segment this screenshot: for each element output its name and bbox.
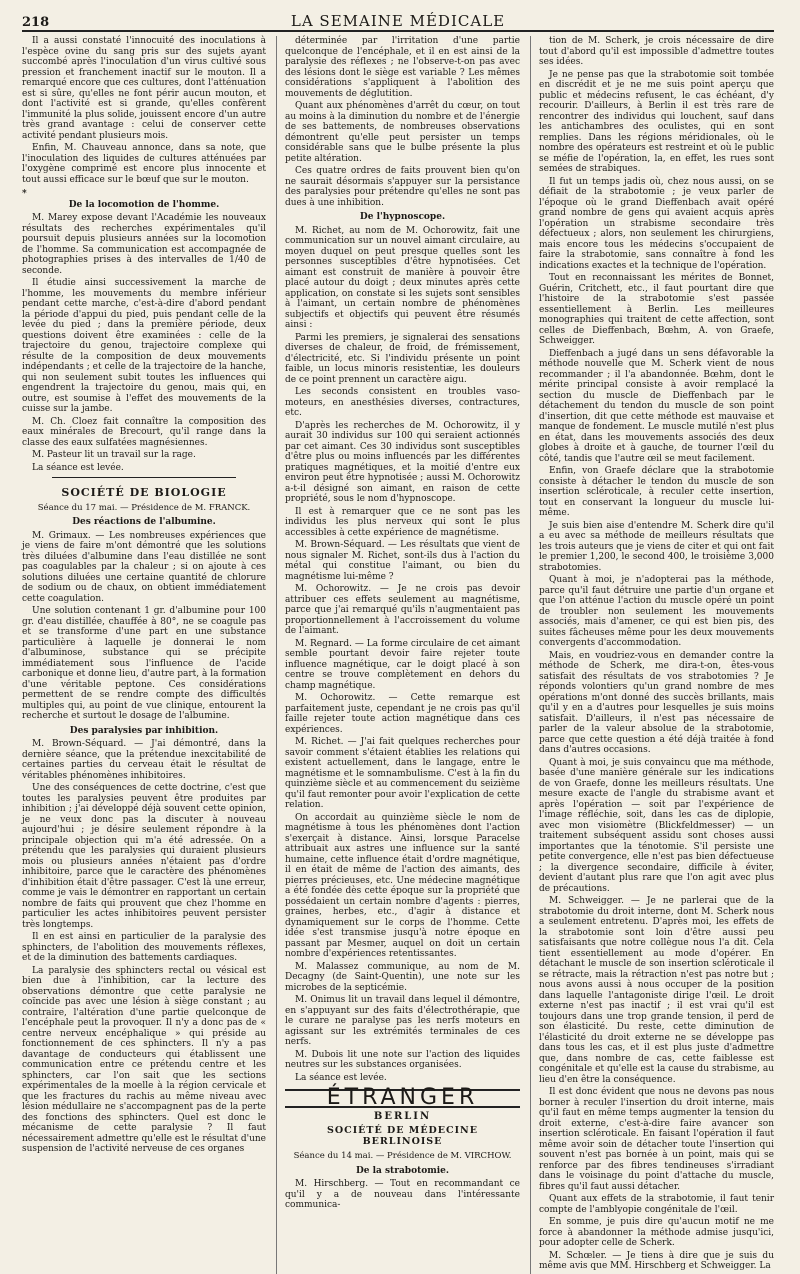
paragraph: En somme, je puis dire qu'aucun motif ne me force à abandonner la méthode admise jusqu'ici, pour adopter celle de Scherk. [539, 1217, 774, 1248]
paragraph: M. Brown-Séquard. — Les résultats que vient de nous signaler M. Richet, sont-ils dus à l'action du métal qui constitue l'aimant, ou bien du magnétisme lui-même ? [285, 540, 520, 582]
paragraph: Il est donc évident que nous ne devons pas nous borner à reculer l'insertion du droit interne, mais qu'il faut en même temps augmenter la tension du droit externe, c'est-à-dire faire avancer son insertion scléroticale. En faisant l'opération il faut même avoir soin de détacher toute l'insertion qui souvent n'est pas bornée à un point, mais qui se renforce par des fibres tendineuses s'irradiant dans le voisinage du point d'attache du muscle, fibres qu'il faut aussi détacher. [539, 1087, 774, 1192]
section-heading: De la strabotomie. [355, 1165, 450, 1176]
page-number: 218 [22, 15, 50, 30]
paragraph: M. Schœler. — Je tiens à dire que je suis du même avis que MM. Hirschberg et Schweigger. La [539, 1250, 774, 1271]
paragraph: Il en est ainsi en particulier de la paralysie des sphincters, de l'abolition des mouvements réflexes, et de la diminution des battements cardiaques. [22, 932, 266, 963]
paragraph: M. Onimus lit un travail dans lequel il démontre, en s'appuyant sur des faits d'électrothérapie, que le curare ne paralyse pas les nerfs moteurs en agissant sur les extrémités terminales de ces nerfs. [285, 995, 520, 1047]
paragraph: tion de M. Scherk, je crois nécessaire de dire tout d'abord qu'il est impossible d'admettre toutes ses idées. [539, 36, 774, 67]
paragraph: Une solution contenant 1 gr. d'albumine pour 100 gr. d'eau distillée, chauffée à 80°, ne se coagule pas et se transforme d'une part en une substance particulière à laquelle je donnerai le nom d'albuminose, substance qui se précipite immédiatement sous l'influence de l'acide carbonique et donne lieu, d'autre part, à la formation d'une véritable peptone. Ces considérations permettent de se rendre compte des difficultés multiples qui, au point de vue clinique, entourent la recherche et surtout le dosage de l'albumine. [22, 606, 266, 721]
paragraph: Dieffenbach a jugé dans un sens défavorable la méthode nouvelle que M. Scherk vient de nous recommander ; il l'a abandonnée. Bœhm, dont le mérite principal consiste à avoir remplacé la section du muscle de Dieffenbach par le détachement du tendon du muscle de son point d'insertion, dit que cette méthode est mauvaise et manque de fondement. Le muscle mutilé n'est plus en état, dans les mouvements associés des deux globes à droite et à gauche, de tourner l'œil du côté, tandis que l'autre œil se meut facilement. [539, 348, 774, 464]
paragraph: Enfin, von Graefe déclare que la strabotomie consiste à détacher le tendon du muscle de son insertion scléroticale, à reculer cette insertion, tout en conservant la longueur du muscle lui-même. [539, 466, 774, 518]
paragraph: M. Brown-Séquard. — J'ai démontré, dans la dernière séance, que la prétendue inexcitabilité de certaines parties du cerveau était le résultat de véritables phénomènes inhibitoires. [22, 739, 266, 781]
foreign-section-title: ÉTRANGER [285, 1089, 520, 1108]
paragraph: M. Pasteur lit un travail sur la rage. [32, 450, 196, 460]
paragraph: M. Richet, au nom de M. Ochorowitz, fait une communication sur un nouvel aimant circulaire, au moyen duquel on peut presque quelles sont les personnes susceptibles d'être hypnotisées. Cet aimant est construit de manière à pouvoir être placé autour du doigt ; deux minutes après cette application, on constate si les sujets sont sensibles à l'aimant, un certain nombre de phénomènes subjectifs et objectifs qui peuvent être résumés ainsi : [285, 225, 520, 330]
city-heading: BERLIN [373, 1110, 432, 1122]
paragraph: M. Malassez communique, au nom de M. Decagny (de Saint-Quentin), une note sur les microbes de la septicémie. [285, 961, 520, 993]
journal-title: LA SEMAINE MÉDICALE [290, 12, 506, 30]
paragraph: On accordait au quinzième siècle le nom de magnétisme à tous les phénomènes dont l'action s'exerçait à distance. Ainsi, lorsque Paracelse attribuait aux astres une influence sur la santé humaine, cette influence était d'ordre magnétique, il en était de même de l'action des aimants, des pierres précieuses, etc. Une médecine magnétique a été fondée dès cette époque sur la propriété que possédaient un certain nombre d'agents : pierres, graines, herbes, etc., d'agir à distance et dynamiquement sur le corps de l'homme. Cette idée s'est transmise jusqu'à notre époque en passant par Mesmer, auquel on doit un certain nombre d'expériences retentissantes. [285, 812, 520, 959]
paragraph: M. Regnard. — La forme circulaire de cet aimant semble pourtant devoir faire rejeter toute influence magnétique, car le doigt placé à son centre se trouve complètement en dehors du champ magnétique. [285, 638, 520, 691]
paragraph: Les seconds consistent en troubles vaso-moteurs, en anesthésies diverses, contractures, etc. [285, 387, 520, 418]
text-columns [22, 36, 774, 1271]
paragraph: M. Hirschberg. — Tout en recommandant ce qu'il y a de nouveau dans l'intéressante communica- [285, 1179, 520, 1210]
paragraph: Mais, en voudriez-vous en demander contre la méthode de Scherk, me dira-t-on, êtes-vous satisfait des résultats de vos strabotomies ? Je réponds volontiers qu'un grand nombre de mes opérations m'ont donné des succès brillants, mais qu'il y en a d'autres pour lesquelles je suis moins satisfait. D'ailleurs, il n'est pas nécessaire de parler de la valeur absolue de la strabotomie, parce que cette question a été déjà traitée à fond dans d'autres occasions. [539, 650, 774, 755]
paragraph: Une des conséquences de cette doctrine, c'est que toutes les paralysies peuvent être produites par inhibition ; j'ai développé déjà souvent cette opinion, je ne veux donc pas la discuter à nouveau aujourd'hui ; je désire seulement répondre à la principale objection qui m'a été adressée. On a prétendu que les paralysies qui duraient plusieurs mois ou plusieurs années n'étaient pas d'ordre inhibitoire, parce que le caractère des phénomènes d'inhibition était d'être passager. C'est là une erreur, comme je vais le démontrer en rapportant un certain nombre de faits qui prouvent que chez l'homme en particulier les actes inhibitoires peuvent persister très longtemps. [22, 783, 266, 930]
page-header [22, 8, 774, 32]
society-title: SOCIÉTÉ DE BIOLOGIE [61, 486, 227, 499]
paragraph: La séance est levée. [295, 1072, 387, 1083]
section-heading: Des paralysies par inhibition. [69, 725, 219, 736]
paragraph: Il étudie ainsi successivement la marche de l'homme, les mouvements du membre inférieur pendant cette marche, c'est-à-dire d'abord pendant la période d'appui du pied, puis pendant celle de la levée du pied ; dans la première période, deux questions doivent être examinées : celle de la trajectoire du genou, trajectoire complexe qui résulte de la composition de deux mouvements indépendants ; et celle de la trajectoire de la hanche, qui non seulement subit toutes les influences qui engendrent la trajectoire du genou, mais qui, en outre, est soumise à l'effet des mouvements de la cuisse sur la jambe. [22, 278, 266, 414]
paragraph: Il a aussi constaté l'innocuité des inoculations à l'espèce ovine du sang pris sur des sujets ayant succombé après l'inoculation d'un virus cultivé sous pression et franchement inactif sur le mouton. Il a remarqué encore que ces cultures, dont l'atténuation est si sûre, qu'elles ne font périr aucun mouton, et dont l'activité est si grande, qu'elles confèrent l'immunité la plus solide, jouissent encore d'un autre très grand avantage : celui de conserver cette activité pendant plusieurs mois. [22, 36, 266, 141]
paragraph: Je ne pense pas que la strabotomie soit tombée en discrédit et je ne me suis point aperçu que public et médecins refusent, le cas échéant, d'y recourir. D'ailleurs, à Berlin il est très rare de rencontrer des individus qui louchent, sauf dans les antichambres des oculistes, qui en sont remplies. Dans les régions méridionales, où le nombre des opérateurs est restreint et où le public se méfie de l'opération, la, en effet, les rues sont semées de strabiques. [539, 69, 774, 174]
paragraph: déterminée par l'irritation d'une partie quelconque de l'encéphale, et il en est ainsi de la paralysie des réflexes ; ne l'observe-t-on pas avec des lésions dont le siège est variable ? Les mêmes considérations s'appliquent à l'abolition des mouvements de déglutition. [285, 36, 520, 99]
paragraph: M. Schweigger. — Je ne parlerai que de la strabotomie du droit interne, dont M. Scherk nous a seulement entretenu. D'après moi, les effets de la strabotomie sont loin d'être aussi peu satisfaisants que notre collègue nous l'a dit. Cela tient essentiellement au mode d'opérer. En détachant le muscle de son insertion scléroticale il se rétracte, mais la rétraction n'est pas notre but ; nous avons aussi à nous occuper de la position dans laquelle l'antagoniste dirige l'œil. Le droit externe n'est pas inactif ; il est vrai qu'il est toujours dans une trop grande tension, il perd de son élasticité. Du reste, cette diminution de l'élasticité du droit externe ne se développe pas dans tous les cas, et il est plus juste d'admettre que, dans nombre de cas, cette faiblesse est congénitale et qu'elle est la cause du strabisme, au lieu d'en être la conséquence. [539, 896, 774, 1085]
paragraph: La séance est levée. [32, 462, 124, 473]
session-date: Séance du 14 mai. — Présidence de M. VIRCHOW. [293, 1151, 512, 1161]
paragraph: Quant aux phénomènes d'arrêt du cœur, on tout au moins à la diminution du nombre et de l'énergie de ses battements, de nombreuses observations démontrent qu'elle peut persister un temps considérable sans que le bulbe présente la plus petite altération. [285, 101, 520, 164]
paragraph: M. Marey expose devant l'Académie les nouveaux résultats des recherches expérimentales qu'il poursuit depuis plusieurs années sur la locomotion de l'homme. Sa communication est accompagnée de photographies prises à des intervalles de 1/40 de seconde. [22, 213, 266, 276]
paragraph: Parmi les premiers, je signalerai des sensations diverses de chaleur, de froid, de frémissement, d'électricité, etc. Si l'individu présente un point faible, un locus minoris resistentiæ, les douleurs de ce point prennent un caractère aigu. [285, 332, 520, 385]
paragraph: M. Ochorowitz. — Cette remarque est parfaitement juste, cependant je ne crois pas qu'il faille rejeter toute action magnétique dans ces expériences. [285, 693, 520, 735]
paragraph: Ces quatre ordres de faits prouvent bien qu'on ne saurait désormais s'appuyer sur la persistance des paralysies pour prétendre qu'elles ne sont pas dues à une inhibition. [285, 166, 520, 208]
paragraph: M. Grimaux. — Les nombreuses expériences que je viens de faire m'ont démontré que les solutions très diluées d'albumine dans l'eau distillée ne sont pas coagulables par la chaleur ; si on ajoute à ces solutions diluées une certaine quantité de chlorure de sodium ou de chaux, on obtient immédiatement cette coagulation. [22, 530, 266, 604]
section-heading: Des réactions de l'albumine. [72, 517, 216, 527]
society-title: SOCIÉTÉ DE MÉDECINE BERLINOISE [327, 1125, 478, 1147]
paragraph: D'après les recherches de M. Ochorowitz, il y aurait 30 individus sur 100 qui seraient actionnés par cet aimant. Ces 30 individus sont susceptibles d'être plus ou moins influencés par les différentes pratiques magnétiques, et la moitié d'entre eux environ peut être hypnotisée ; aussi M. Ochorowitz a-t-il désigné son aimant, en raison de cette propriété, sous le nom d'hypnoscope. [285, 420, 520, 504]
column-right [530, 36, 774, 1274]
paragraph: Quant aux effets de la strabotomie, il faut tenir compte de l'amblyopie congénitale de l'œil. [539, 1194, 774, 1215]
divider [52, 477, 236, 478]
paragraph: Quant à moi, je n'adopterai pas la méthode, parce qu'il faut détruire une partie d'un organe et que l'on atténue l'action du muscle opéré un point de troubler non seulement les mouvements associés, mais d'amener, ce qui est bien pis, des suites fâcheuses même pour les deux mouvements convergents d'accommodation. [539, 575, 774, 648]
paragraph: Il fut un temps jadis où, chez nous aussi, on se défiait de la strabotomie ; je veux parler de l'époque où le grand Dieffenbach avait opéré grand nombre de gens qui avaient acquis après l'opération un strabisme secondaire très défectueux ; alors, non seulement les chirurgiens, mais encore tous les médecins s'occupaient de faire la strabotomie, sans connaître à fond les indications exactes et la technique de l'opération. [539, 176, 774, 271]
paragraph: Quant à moi, je suis convaincu que ma méthode, basée d'une manière générale sur les indications de von Graefe, donne les meilleurs résultats. Une mesure exacte de l'angle du strabisme avant et après l'opération — soit par l'expérience de l'image réfléchie, soit, dans les cas de diplopie, avec mon visiomètre (Blickfeldmesser) — un traitement subséquent assidu sont choses aussi importantes que la ténotomie. S'il persiste une petite convergence, elle n'est pas bien défectueuse ; la divergence secondaire, difficile à éviter, devient d'autant plus rare que l'on agit avec plus de précautions. [539, 757, 774, 894]
paragraph: Tout en reconnaissant les mérites de Bonnet, Guérin, Critchett, etc., il faut pourtant dire que l'histoire de la strabotomie s'est passée essentiellement à Berlin. Les meilleures monographies qui traitent de cette affection, sont celles de Dieffenbach, Bœhm, A. von Graefe, Schweigger. [539, 273, 774, 346]
session-date: Séance du 17 mai. — Présidence de M. FRANCK. [37, 502, 251, 513]
section-heading: * De la locomotion de l'homme. [22, 189, 266, 210]
paragraph: Je suis bien aise d'entendre M. Scherk dire qu'il a eu avec sa méthode de meilleurs résultats que les trois auteurs que je viens de citer et qui ont fait le premier 1,200, le second 400, le troisième 3,000 strabotomies. [539, 520, 774, 573]
column-left [22, 36, 266, 1274]
paragraph: Enfin, M. Chauveau annonce, dans sa note, que l'inoculation des liquides de cultures atténuées par l'oxygène comprimé est encore plus innocente et tout aussi efficace sur le bœuf que sur le mouton. [22, 143, 266, 185]
column-middle [276, 36, 520, 1274]
paragraph: Il est à remarquer que ce ne sont pas les individus les plus nerveux qui sont le plus accessibles à cette expérience de magnétisme. [285, 506, 520, 538]
paragraph: La paralysie des sphincters rectal ou vésical est bien due à l'inhibition, car la lecture des observations démontre que cette paralysie ne coïncide pas avec une lésion à siège constant ; au contraire, l'altération d'une partie quelconque de l'encéphale peut la provoquer. Il n'y a donc pas de « centre nerveux encéphalique » qui préside au fonctionnement de ces sphincters. Il n'y a pas davantage de conducteurs qui établissent une communication entre ce prétendu centre et les sphincters, car l'on sait que les sections expérimentales de la moelle à la région cervicale et que les fractures du rachis au même niveau avec lésion médullaire ne s'accompagnent pas de la perte des fonctions des sphincters. Quel est donc le mécanisme de cette paralysie ? Il faut nécessairement admettre qu'elle est le résultat d'une suspension de l'activité nerveuse de ces organes [22, 965, 266, 1154]
paragraph: M. Dubois lit une note sur l'action des liquides neutres sur les substances organisées. [285, 1049, 520, 1070]
paragraph: M. Ochorowitz. — Je ne crois pas devoir attribuer ces effets seulement au magnétisme, parce que j'ai remarqué qu'ils n'augmentaient pas proportionnellement à l'accroissement du volume de l'aimant. [285, 584, 520, 636]
paragraph: M. Ch. Cloez fait connaître la composition des eaux minérales de Brecourt, qu'il range dans la classe des eaux sulfatées magnésiennes. [22, 416, 266, 448]
paragraph: M. Richet. — J'ai fait quelques recherches pour savoir comment s'étaient établies les relations qui existent actuellement, dans le langage, entre le magnétisme et le somnambulisme. C'est à la fin du quinzième siècle et au commencement du seizième qu'il faut remonter pour avoir l'explication de cette relation. [285, 737, 520, 810]
section-heading: De l'hypnoscope. [359, 212, 446, 222]
